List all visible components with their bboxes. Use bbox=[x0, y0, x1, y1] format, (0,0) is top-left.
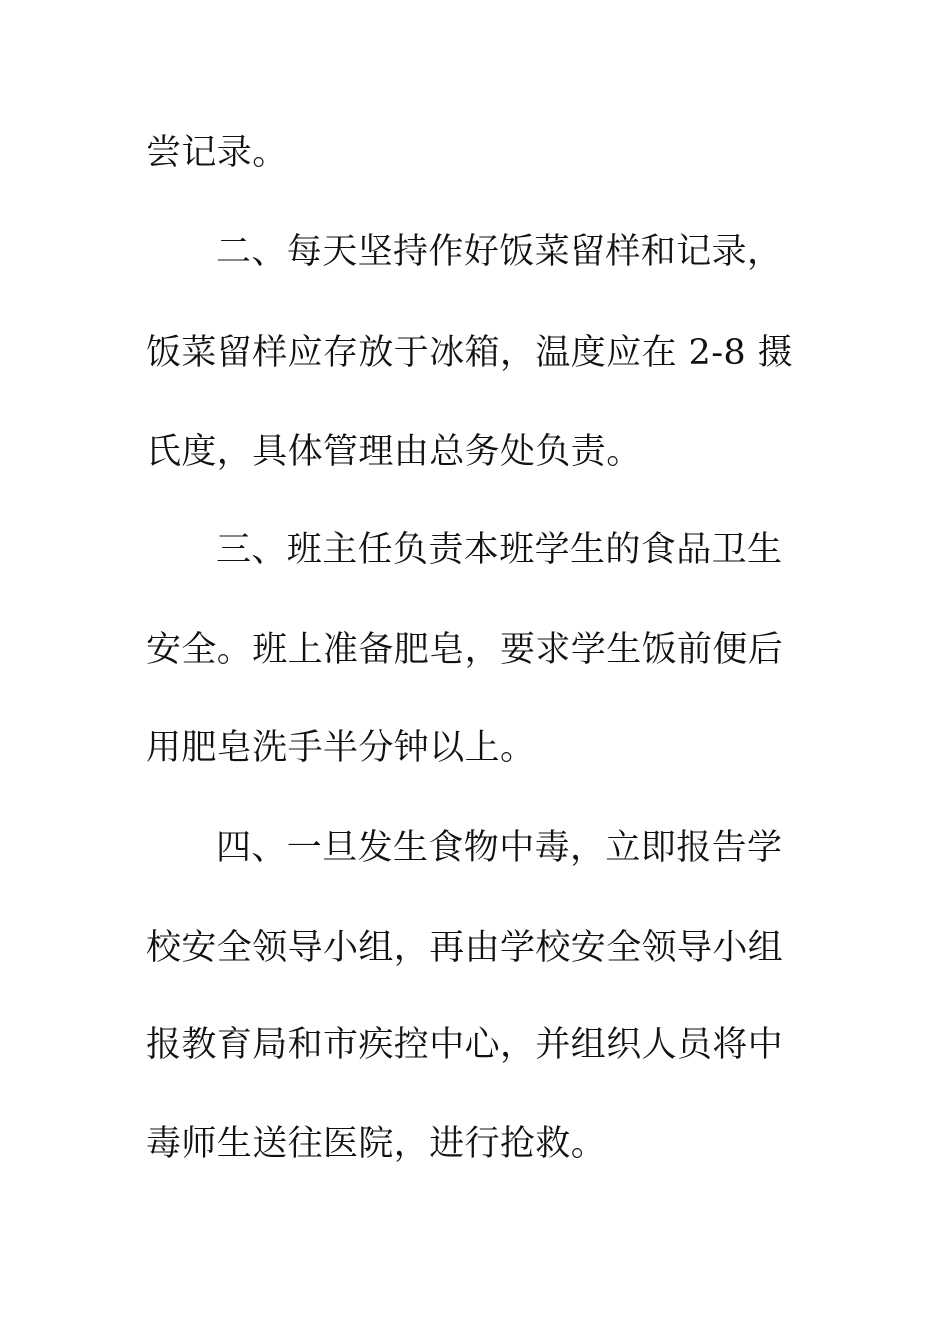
text-line: 尝记录。 bbox=[146, 133, 288, 173]
text-line: 校安全领导小组，再由学校安全领导小组 bbox=[146, 928, 784, 968]
text-line: 报教育局和市疾控中心，并组织人员将中 bbox=[146, 1025, 784, 1065]
paragraph-heading-2: 二、每天坚持作好饭菜留样和记录， bbox=[216, 232, 783, 272]
paragraph-heading-4: 四、一旦发生食物中毒，立即报告学 bbox=[216, 828, 783, 868]
text-line: 饭菜留样应存放于冰箱，温度应在 2-8 摄 bbox=[146, 333, 794, 373]
paragraph-heading-3: 三、班主任负责本班学生的食品卫生 bbox=[216, 530, 783, 570]
text-line: 用肥皂洗手半分钟以上。 bbox=[146, 728, 536, 768]
text-line: 氏度，具体管理由总务处负责。 bbox=[146, 432, 642, 472]
text-line: 安全。班上准备肥皂，要求学生饭前便后 bbox=[146, 630, 784, 670]
text-line: 毒师生送往医院，进行抢救。 bbox=[146, 1124, 607, 1164]
